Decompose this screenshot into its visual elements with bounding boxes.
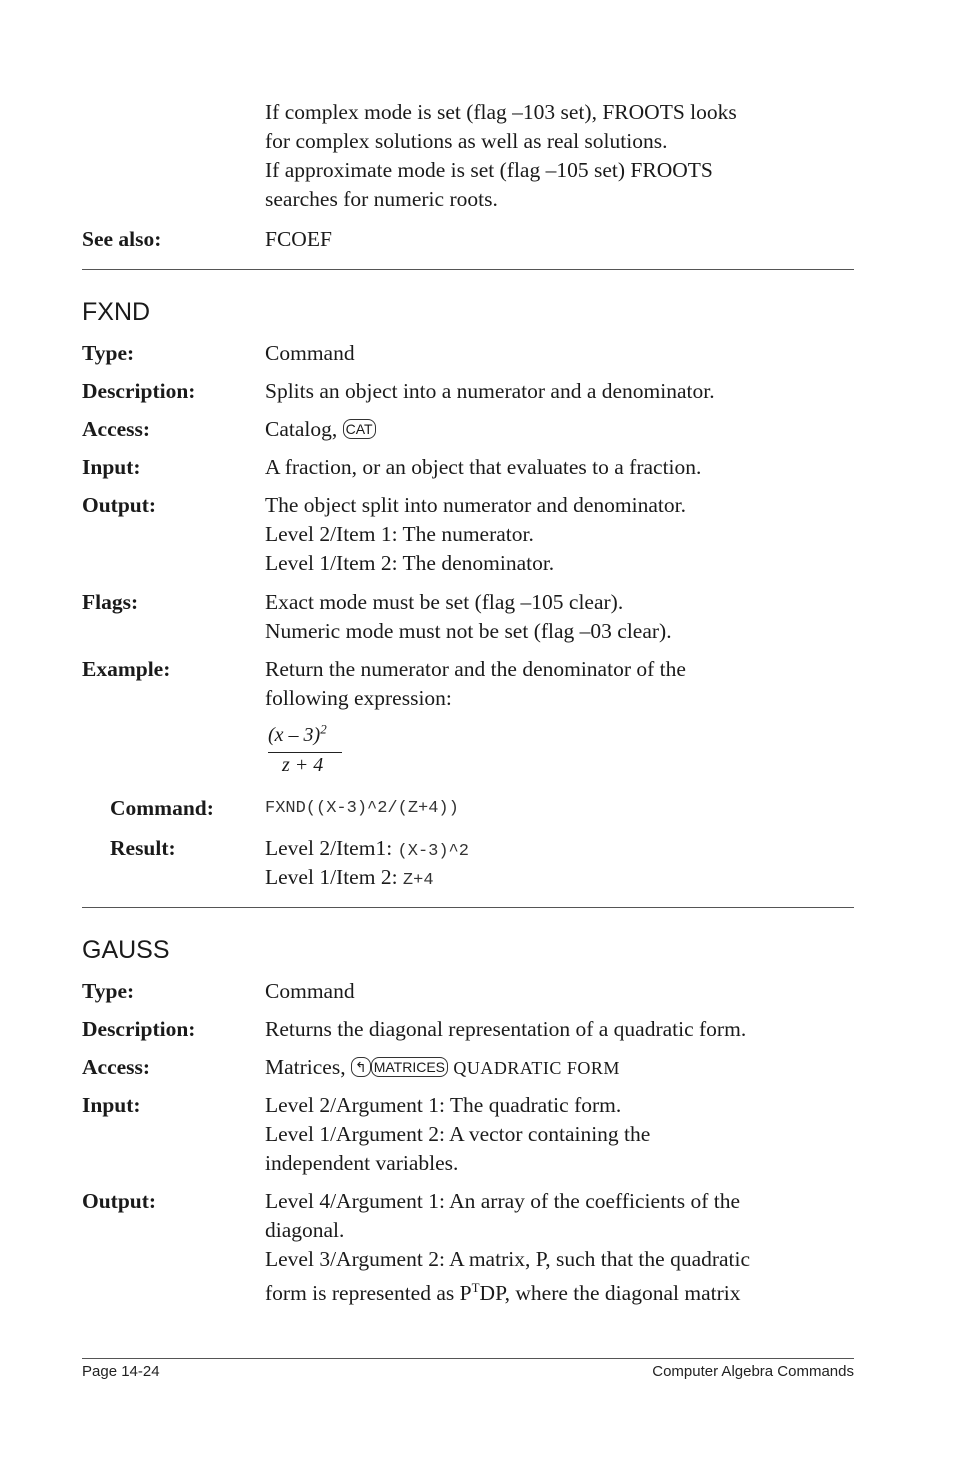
gauss-output-line: diagonal. [265, 1218, 345, 1242]
froots-text-line: searches for numeric roots. [265, 187, 498, 211]
fxnd-description-value: Splits an object into a numerator and a denominator. [265, 379, 715, 403]
page-number: Page 14-24 [82, 1363, 160, 1380]
chapter-title: Computer Algebra Commands [652, 1363, 854, 1380]
gauss-output-line: form is represented as $P^TDP$, where the diagonal matrix [265, 1279, 741, 1305]
fxnd-access-value [265, 415, 376, 444]
section-divider [82, 907, 854, 908]
froots-text-line: for complex solutions as well as real solutions. [265, 129, 668, 153]
gauss-input-label: Input: [82, 1093, 141, 1117]
fxnd-command-label: Command: [110, 796, 214, 820]
gauss-output-label: Output: [82, 1189, 157, 1213]
fraction-bar [268, 752, 342, 753]
fxnd-result-label: Result: [110, 836, 176, 860]
gauss-access-label: Access: [82, 1055, 151, 1079]
matrices-key-icon: MATRICES [371, 1057, 448, 1077]
see-also-label: See also: [82, 227, 162, 251]
fxnd-output-line: Level 1/Item 2: The denominator. [265, 551, 555, 575]
expression-denominator: z + 4 [282, 754, 324, 776]
fxnd-description-label: Description: [82, 379, 196, 403]
gauss-heading: GAUSS [82, 936, 170, 964]
fxnd-output-line: The object split into numerator and denominator. [265, 493, 686, 517]
gauss-output-line: Level 4/Argument 1: An array of the coefficients of the [265, 1189, 741, 1213]
froots-text-line: If approximate mode is set (flag –105 set) FROOTS [265, 158, 713, 182]
fxnd-flags-label: Flags: [82, 590, 139, 614]
gauss-access-value [265, 1053, 620, 1083]
fxnd-result-line [265, 863, 434, 895]
fxnd-flags-line: Numeric mode must not be set (flag –03 clear). [265, 619, 672, 643]
fxnd-example-line: following expression: [265, 686, 452, 710]
fxnd-access-text: Catalog, [265, 417, 338, 441]
section-divider [82, 269, 854, 270]
result-line-text: Level 2/Item1: [265, 836, 393, 860]
fxnd-example-line: Return the numerator and the denominator of the [265, 657, 686, 681]
gauss-description-label: Description: [82, 1017, 196, 1041]
fxnd-flags-line: Exact mode must be set (flag –105 clear). [265, 590, 624, 614]
see-also-value: FCOEF [265, 227, 332, 251]
fxnd-heading: FXND [82, 298, 151, 326]
gauss-output-line: Level 3/Argument 2: A matrix, P, such that the quadratic [265, 1247, 751, 1271]
result-line-text: Level 1/Item 2: [265, 865, 398, 889]
gauss-input-line: independent variables. [265, 1151, 459, 1175]
expression-numerator: (x – 3)$^2$ [268, 721, 327, 746]
result-line-code: Z+4 [402, 871, 434, 890]
result-line-code: (X-3)^2 [397, 842, 469, 861]
left-shift-key-icon: ↰ [351, 1057, 371, 1077]
gauss-access-text: Matrices, [265, 1055, 346, 1079]
fxnd-command-value: FXND((X-3)^2/(Z+4)) [265, 799, 459, 818]
expression-exponent: 2 [320, 721, 327, 737]
gauss-input-line: Level 1/Argument 2: A vector containing the [265, 1122, 651, 1146]
fxnd-access-label: Access: [82, 417, 151, 441]
fxnd-input-value: A fraction, or an object that evaluates to a fraction. [265, 455, 702, 479]
froots-text-line: If complex mode is set (flag –103 set), FROOTS looks [265, 100, 737, 124]
fxnd-input-label: Input: [82, 455, 141, 479]
gauss-type-label: Type: [82, 979, 135, 1003]
fxnd-result-line [265, 834, 469, 866]
cat-key-icon: CAT [343, 419, 376, 439]
footer-rule [82, 1358, 854, 1359]
fxnd-output-label: Output: [82, 493, 157, 517]
fxnd-output-line: Level 2/Item 1: The numerator. [265, 522, 534, 546]
quadratic-form-menu: QUADRATIC FORM [453, 1058, 620, 1078]
fxnd-type-label: Type: [82, 341, 135, 365]
fxnd-example-label: Example: [82, 657, 171, 681]
gauss-type-value: Command [265, 979, 355, 1003]
transpose-superscript: T [471, 1279, 480, 1295]
fxnd-type-value: Command [265, 341, 355, 365]
gauss-input-line: Level 2/Argument 1: The quadratic form. [265, 1093, 622, 1117]
gauss-description-value: Returns the diagonal representation of a quadratic form. [265, 1017, 747, 1041]
